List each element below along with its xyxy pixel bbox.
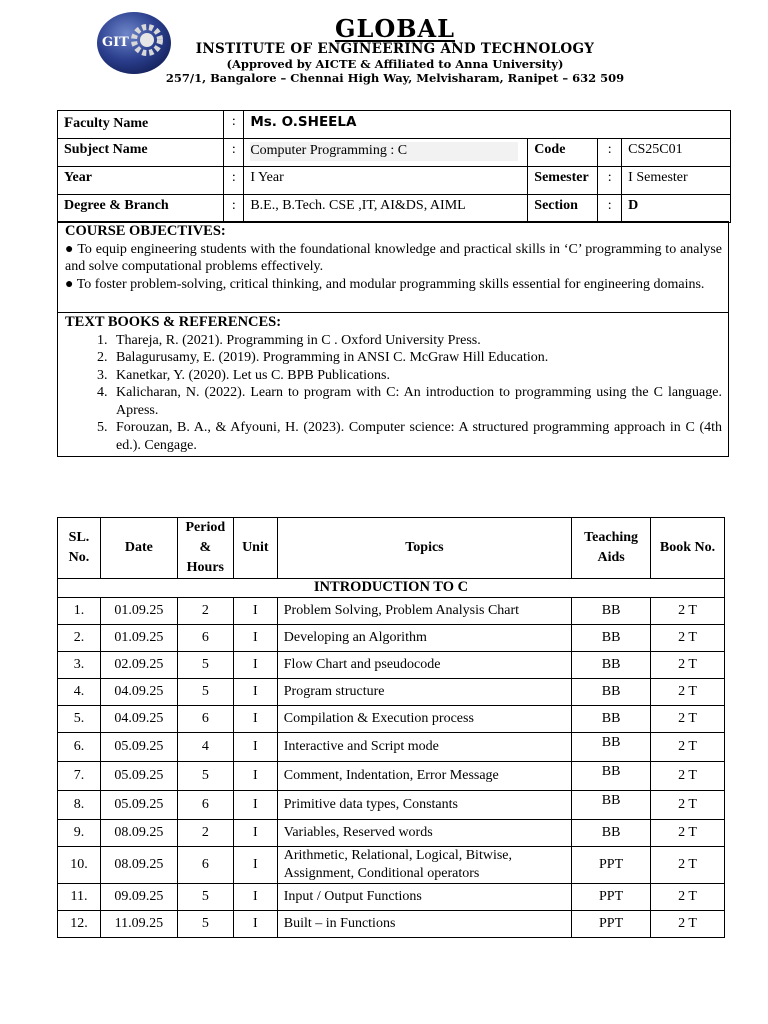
- semester-value: I Semester: [622, 167, 731, 195]
- code-label: Code: [528, 139, 598, 167]
- unit-cell: I: [233, 625, 277, 652]
- date-cell: 02.09.25: [100, 652, 177, 679]
- table-row: [58, 733, 725, 762]
- topic-cell: Arithmetic, Relational, Logical, Bitwise, Assignment, Conditional operators: [277, 847, 571, 884]
- book-cell: 2 T: [651, 820, 725, 847]
- date-cell: 04.09.25: [100, 706, 177, 733]
- book-cell: 2 T: [651, 706, 725, 733]
- book-cell: 2 T: [651, 625, 725, 652]
- reference-item: 5. Forouzan, B. A., & Afyouni, H. (2023). Computer science: A structured programming approach in C (4th ed.). Cengage.: [111, 419, 722, 454]
- topic-cell: Interactive and Script mode: [277, 733, 571, 762]
- period-cell: 6: [177, 706, 233, 733]
- sl-cell: 5.: [58, 706, 101, 733]
- date-cell: 05.09.25: [100, 733, 177, 762]
- period-cell: 4: [177, 733, 233, 762]
- book-cell: 2 T: [651, 762, 725, 791]
- col-header-topics: Topics: [277, 518, 571, 579]
- aids-cell: BB: [572, 733, 651, 762]
- unit-cell: I: [233, 884, 277, 911]
- course-info-table: [57, 110, 731, 223]
- objective-item: ● To equip engineering students with the foundational knowledge and practical skills in ‘C’ programming to analyse and solve computational problems effectively.: [65, 241, 722, 274]
- subject-label: Subject Name: [58, 139, 224, 167]
- approval-line: (Approved by AICTE & Affiliated to Anna University): [226, 57, 564, 71]
- table-row: [58, 652, 725, 679]
- sl-cell: 9.: [58, 820, 101, 847]
- table-row: [58, 791, 725, 820]
- aids-cell: BB: [572, 820, 651, 847]
- date-cell: 04.09.25: [100, 679, 177, 706]
- institute-name: INSTITUTE OF ENGINEERING AND TECHNOLOGY: [195, 41, 595, 57]
- aids-cell: BB: [572, 791, 651, 820]
- table-row: [58, 679, 725, 706]
- aids-cell: PPT: [572, 847, 651, 884]
- topic-cell: Program structure: [277, 679, 571, 706]
- period-cell: 2: [177, 820, 233, 847]
- colon: :: [598, 167, 622, 195]
- sl-cell: 7.: [58, 762, 101, 791]
- sl-cell: 6.: [58, 733, 101, 762]
- year-label: Year: [58, 167, 224, 195]
- aids-cell: BB: [572, 652, 651, 679]
- date-cell: 08.09.25: [100, 820, 177, 847]
- code-value: CS25C01: [622, 139, 731, 167]
- period-cell: 6: [177, 625, 233, 652]
- colon: :: [224, 111, 244, 139]
- lesson-plan-table: [57, 517, 725, 938]
- unit-cell: I: [233, 706, 277, 733]
- sl-cell: 12.: [58, 911, 101, 938]
- text-books-references: [57, 312, 729, 457]
- table-row: [58, 820, 725, 847]
- unit-cell: I: [233, 847, 277, 884]
- unit-title-row: [58, 579, 725, 598]
- book-cell: 2 T: [651, 884, 725, 911]
- period-cell: 5: [177, 911, 233, 938]
- aids-cell: BB: [572, 679, 651, 706]
- reference-item: 1. Thareja, R. (2021). Programming in C . Oxford University Press.: [111, 332, 722, 350]
- aids-cell: BB: [572, 625, 651, 652]
- book-cell: 2 T: [651, 847, 725, 884]
- sl-cell: 3.: [58, 652, 101, 679]
- aids-cell: PPT: [572, 884, 651, 911]
- sl-cell: 8.: [58, 791, 101, 820]
- unit-title: INTRODUCTION TO C: [58, 579, 725, 598]
- subject-value-cell: [244, 139, 528, 167]
- book-cell: 2 T: [651, 652, 725, 679]
- references-heading: TEXT BOOKS & REFERENCES:: [65, 314, 282, 330]
- topic-cell: Comment, Indentation, Error Message: [277, 762, 571, 791]
- objectives-heading: COURSE OBJECTIVES:: [65, 223, 226, 239]
- reference-item: 3. Kanetkar, Y. (2020). Let us C. BPB Publications.: [111, 367, 722, 385]
- unit-cell: I: [233, 652, 277, 679]
- objective-item: ● To foster problem-solving, critical thinking, and modular programming skills essential for engineering domains.: [65, 276, 705, 292]
- colon: :: [224, 167, 244, 195]
- unit-cell: I: [233, 598, 277, 625]
- unit-cell: I: [233, 762, 277, 791]
- period-cell: 5: [177, 884, 233, 911]
- date-cell: 08.09.25: [100, 847, 177, 884]
- col-header-aids: Teaching Aids: [572, 518, 651, 579]
- unit-cell: I: [233, 791, 277, 820]
- unit-cell: I: [233, 911, 277, 938]
- header-row: [58, 518, 725, 579]
- book-cell: 2 T: [651, 733, 725, 762]
- unit-cell: I: [233, 679, 277, 706]
- col-header-sl: SL. No.: [58, 518, 101, 579]
- date-cell: 01.09.25: [100, 625, 177, 652]
- faculty-row: [58, 111, 731, 139]
- table-row: [58, 706, 725, 733]
- colon: :: [598, 195, 622, 223]
- section-label: Section: [528, 195, 598, 223]
- period-cell: 6: [177, 847, 233, 884]
- topic-cell: Flow Chart and pseudocode: [277, 652, 571, 679]
- reference-item: 4. Kalicharan, N. (2022). Learn to program with C: An introduction to programming using the C language. Apress.: [111, 384, 722, 419]
- topic-cell: Developing an Algorithm: [277, 625, 571, 652]
- sl-cell: 4.: [58, 679, 101, 706]
- table-row: [58, 625, 725, 652]
- colon: :: [224, 139, 244, 167]
- subject-value: Computer Programming : C: [250, 142, 518, 161]
- address-line: 257/1, Bangalore – Chennai High Way, Melvisharam, Ranipet – 632 509: [165, 71, 625, 85]
- date-cell: 11.09.25: [100, 911, 177, 938]
- topic-cell: Problem Solving, Problem Analysis Chart: [277, 598, 571, 625]
- date-cell: 05.09.25: [100, 762, 177, 791]
- topic-cell: Built – in Functions: [277, 911, 571, 938]
- topic-cell: Input / Output Functions: [277, 884, 571, 911]
- subject-row: [58, 139, 731, 167]
- table-row: [58, 911, 725, 938]
- date-cell: 09.09.25: [100, 884, 177, 911]
- section-value: D: [622, 195, 731, 223]
- topic-cell: Primitive data types, Constants: [277, 791, 571, 820]
- semester-label: Semester: [528, 167, 598, 195]
- logo-text: GIT: [102, 35, 129, 50]
- reference-item: 2. Balagurusamy, E. (2019). Programming in ANSI C. McGraw Hill Education.: [111, 349, 722, 367]
- year-row: [58, 167, 731, 195]
- table-row: [58, 762, 725, 791]
- college-name: GLOBAL: [334, 14, 456, 43]
- book-cell: 2 T: [651, 598, 725, 625]
- unit-cell: I: [233, 820, 277, 847]
- colon: :: [224, 195, 244, 223]
- aids-cell: BB: [572, 706, 651, 733]
- sl-cell: 11.: [58, 884, 101, 911]
- sl-cell: 1.: [58, 598, 101, 625]
- table-row: [58, 884, 725, 911]
- topic-cell: Variables, Reserved words: [277, 820, 571, 847]
- period-cell: 6: [177, 791, 233, 820]
- course-objectives: [57, 221, 729, 313]
- date-cell: 05.09.25: [100, 791, 177, 820]
- year-value: I Year: [244, 167, 528, 195]
- aids-cell: BB: [572, 598, 651, 625]
- degree-value: B.E., B.Tech. CSE ,IT, AI&DS, AIML: [244, 195, 528, 223]
- col-header-book: Book No.: [651, 518, 725, 579]
- period-cell: 5: [177, 679, 233, 706]
- period-cell: 5: [177, 762, 233, 791]
- degree-row: [58, 195, 731, 223]
- aids-cell: PPT: [572, 911, 651, 938]
- col-header-date: Date: [100, 518, 177, 579]
- faculty-value: Ms. O.SHEELA: [244, 111, 731, 139]
- colon: :: [598, 139, 622, 167]
- period-cell: 2: [177, 598, 233, 625]
- book-cell: 2 T: [651, 911, 725, 938]
- references-list: [65, 332, 722, 455]
- aids-cell: BB: [572, 762, 651, 791]
- sl-cell: 10.: [58, 847, 101, 884]
- sl-cell: 2.: [58, 625, 101, 652]
- date-cell: 01.09.25: [100, 598, 177, 625]
- table-row: [58, 598, 725, 625]
- topic-cell: Compilation & Execution process: [277, 706, 571, 733]
- faculty-label: Faculty Name: [58, 111, 224, 139]
- period-cell: 5: [177, 652, 233, 679]
- table-row: [58, 847, 725, 884]
- degree-label: Degree & Branch: [58, 195, 224, 223]
- book-cell: 2 T: [651, 791, 725, 820]
- col-header-unit: Unit: [233, 518, 277, 579]
- unit-cell: I: [233, 733, 277, 762]
- col-header-period: Period & Hours: [177, 518, 233, 579]
- book-cell: 2 T: [651, 679, 725, 706]
